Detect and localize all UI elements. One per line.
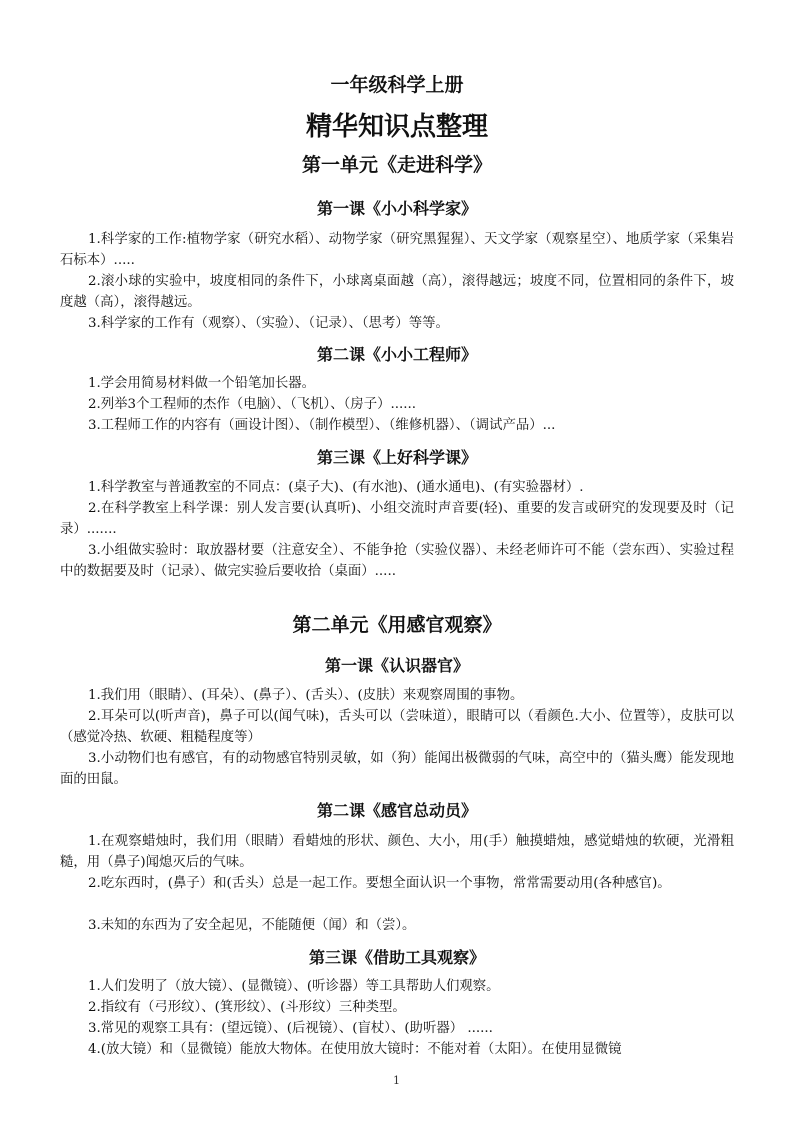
lesson-title: 第二课《感官总动员》 xyxy=(316,801,477,820)
knowledge-point: 2.在科学教室上科学课：别人发言要(认真听)、小组交流时声音要(轻)、重要的发言或研究的发现要及时（记录）....... xyxy=(60,501,734,537)
knowledge-point: 3.科学家的工作有（观察）、（实验）、（记录）、（思考）等等。 xyxy=(88,316,449,331)
knowledge-point: 2.指纹有（弓形纹）、(箕形纹）、(斗形纹）三种类型。 xyxy=(88,1000,406,1015)
knowledge-point: 2.滚小球的实验中，坡度相同的条件下，小球离桌面越（高），滚得越远；坡度不同，位置相同的条件下，坡度越（高），滚得越远。 xyxy=(60,274,734,310)
knowledge-point: 1.学会用简易材料做一个铅笔加长器。 xyxy=(88,376,316,391)
unit-title: 第一单元《走进科学》 xyxy=(301,154,492,176)
knowledge-point: 1.人们发明了（放大镜）、(显微镜）、(听诊器）等工具帮助人们观察。 xyxy=(88,979,500,994)
knowledge-point: 2.吃东西时，(鼻子）和(舌头）总是一起工作。要想全面认识一个事物，常常需要动用(各种感官)。 xyxy=(88,876,671,891)
knowledge-point: 1.科学教室与普通教室的不同点：(桌子大)、(有水池)、(通水通电)、(有实验器材）. xyxy=(88,480,584,495)
knowledge-point: 3.常见的观察工具有：(望远镜）、(后视镜）、(盲杖）、(助听器） ...... xyxy=(88,1021,493,1036)
lesson-title: 第一课《小小科学家》 xyxy=(316,199,477,218)
lesson-title: 第三课《上好科学课》 xyxy=(316,448,477,467)
page-number: 1 xyxy=(393,1074,400,1087)
knowledge-point: 3.小动物们也有感官，有的动物感官特别灵敏，如（狗）能闻出极微弱的气味，高空中的（猫头鹰）能发现地面的田鼠。 xyxy=(60,751,734,787)
unit-title: 第二单元《用感官观察》 xyxy=(292,614,502,636)
knowledge-point: 3.工程师工作的内容有（画设计图）、（制作模型）、（维修机器）、（调试产品）... xyxy=(88,418,556,433)
lesson-title: 第二课《小小工程师》 xyxy=(316,345,477,364)
lesson-title: 第三课《借助工具观察》 xyxy=(308,948,485,967)
knowledge-point: 4.(放大镜）和（显微镜）能放大物体。在使用放大镜时：不能对着（太阳）。在使用显微镜 xyxy=(88,1042,622,1057)
knowledge-point: 3.小组做实验时：取放器材要（注意安全）、不能争抢（实验仪器）、未经老师许可不能（尝东西）、实验过程中的数据要及时（记录）、做完实验后要收拾（桌面）..... xyxy=(60,543,734,579)
knowledge-point: 3.未知的东西为了安全起见，不能随便（闻）和（尝）。 xyxy=(88,918,416,933)
lesson-title: 第一课《认识器官》 xyxy=(324,656,469,675)
knowledge-point: 1.科学家的工作:植物学家（研究水稻）、动物学家（研究黑猩猩）、天文学家（观察星空）、地质学家（采集岩石标本）..... xyxy=(60,232,734,268)
knowledge-point: 1.在观察蜡烛时，我们用（眼睛）看蜡烛的形状、颜色、大小，用(手）触摸蜡烛，感觉蜡烛的软硬，光滑粗糙，用（鼻子)闻熄灭后的气味。 xyxy=(60,834,734,870)
knowledge-point: 2.耳朵可以(听声音)，鼻子可以(闻气味)，舌头可以（尝味道），眼睛可以（看颜色.大小、位置等），皮肤可以（感觉冷热、软硬、粗糙程度等） xyxy=(60,709,734,745)
doc-title-main: 精华知识点整理 xyxy=(305,112,488,142)
knowledge-point: 2.列举3个工程师的杰作（电脑）、（飞机）、（房子）...... xyxy=(88,397,417,412)
knowledge-point: 1.我们用（眼睛）、(耳朵）、(鼻子）、(舌头）、(皮肤）来观察周围的事物。 xyxy=(88,688,524,703)
doc-title-grade: 一年级科学上册 xyxy=(330,74,464,96)
